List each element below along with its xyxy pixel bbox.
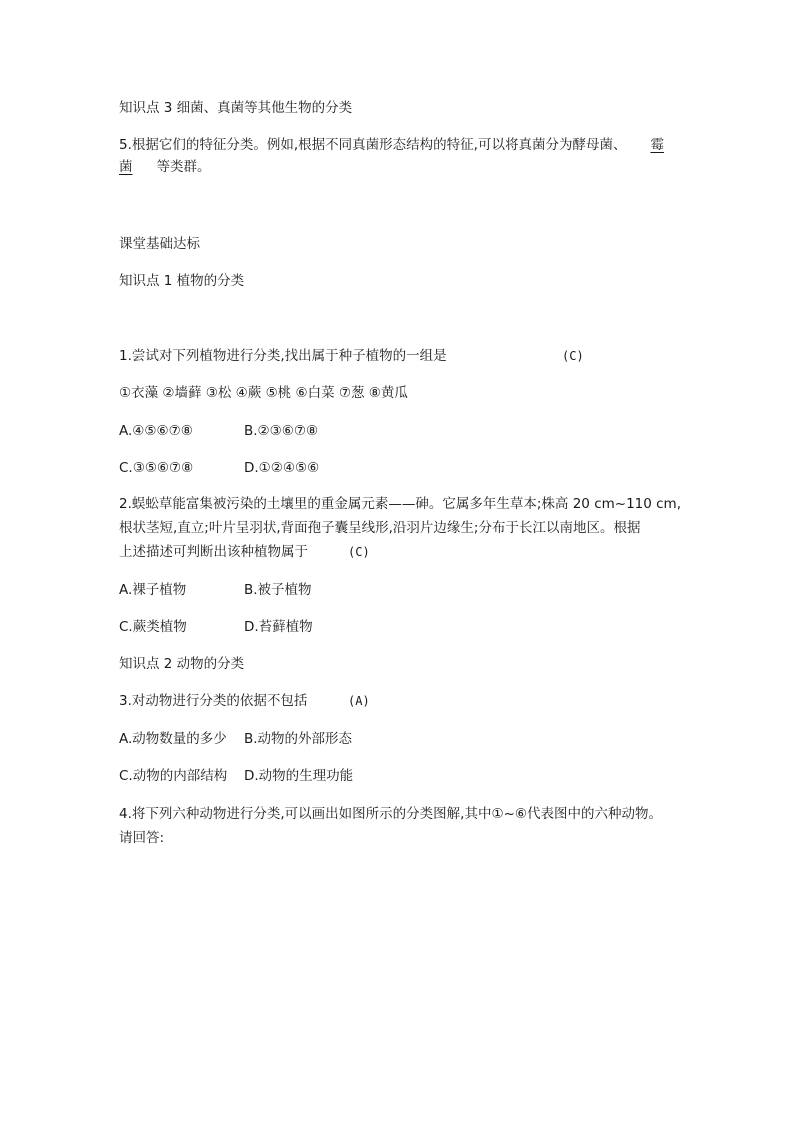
question-2-line-3: 上述描述可判断出该种植物属于: [119, 544, 308, 560]
question-2-option-b: B.被子植物: [244, 582, 312, 598]
question-2-line-1: 2.蜈蚣草能富集被污染的土壤里的重金属元素——砷。它属多年生草本;株高 20 cm~110 cm,: [119, 496, 681, 512]
question-2-line-2: 根状茎短,直立;叶片呈羽状,背面孢子囊呈线形,沿羽片边缘生;分布于长江以南地区。根据: [119, 520, 641, 536]
question-4-line-2: 请回答:: [119, 830, 165, 846]
q5-answer-part1: 霉: [650, 137, 664, 153]
q5-text-before: 5.根据它们的特征分类。例如,根据不同真菌形态结构的特征,可以将真菌分为酵母菌、: [119, 137, 627, 153]
question-1-stem: 1.尝试对下列植物进行分类,找出属于种子植物的一组是: [119, 348, 447, 364]
question-4-line-1: 4.将下列六种动物进行分类,可以画出如图所示的分类图解,其中①~⑥代表图中的六种动物。: [119, 806, 662, 822]
question-2-option-d: D.苔藓植物: [244, 619, 313, 635]
question-3-option-d: D.动物的生理功能: [244, 768, 354, 784]
question-3-option-a: A.动物数量的多少: [119, 731, 227, 747]
question-2-option-a: A.裸子植物: [119, 582, 187, 598]
question-1-answer: (C): [562, 349, 584, 363]
question-5: [119, 134, 679, 178]
knowledge-point-2: 知识点 2 动物的分类: [119, 656, 245, 672]
question-3-option-c: C.动物的内部结构: [119, 768, 228, 784]
question-2-option-c: C.蕨类植物: [119, 619, 187, 635]
question-1-option-d: D.①②④⑤⑥: [244, 460, 320, 476]
knowledge-point-1: 知识点 1 植物的分类: [119, 273, 245, 289]
question-1-option-a: A.④⑤⑥⑦⑧: [119, 423, 193, 439]
question-2-answer: (C): [348, 545, 370, 559]
q5-answer-part2: 菌: [119, 159, 133, 175]
question-1-option-b: B.②③⑥⑦⑧: [244, 423, 319, 439]
q5-text-after: 等类群。: [156, 159, 211, 175]
question-3-option-b: B.动物的外部形态: [244, 731, 353, 747]
question-3-answer: (A): [348, 694, 370, 708]
question-1-option-c: C.③⑤⑥⑦⑧: [119, 460, 194, 476]
question-1-items: ①衣藻 ②墙藓 ③松 ④蕨 ⑤桃 ⑥白菜 ⑦葱 ⑧黄瓜: [119, 385, 408, 401]
section-heading-3: 知识点 3 细菌、真菌等其他生物的分类: [119, 100, 353, 116]
question-3-stem: 3.对动物进行分类的依据不包括: [119, 693, 308, 709]
basic-heading: 课堂基础达标: [119, 236, 200, 252]
